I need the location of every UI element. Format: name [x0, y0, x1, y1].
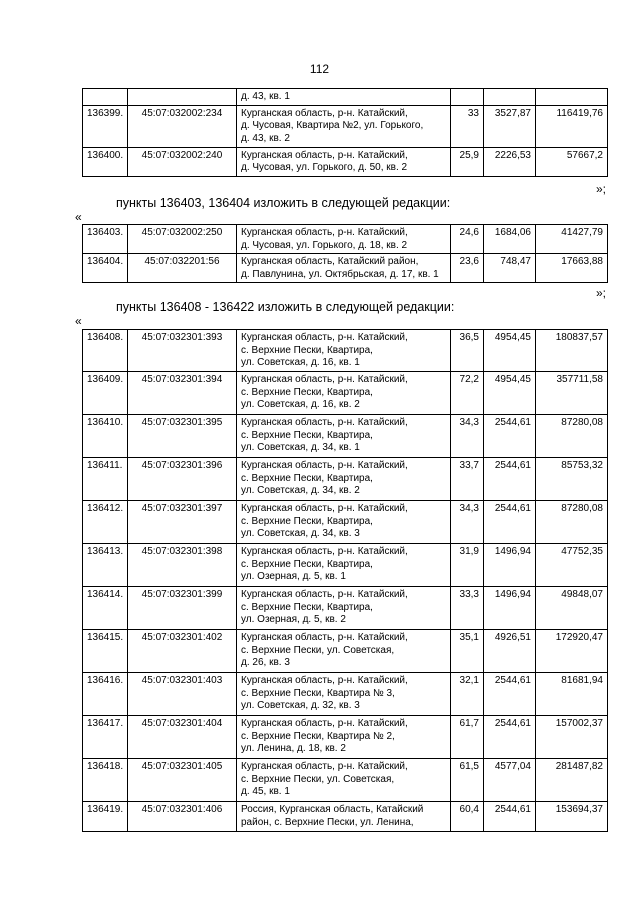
- item-number: 136419.: [83, 802, 128, 832]
- cadastral-number: 45:07:032002:234: [128, 105, 237, 147]
- total-cost: 172920,47: [536, 630, 608, 673]
- area: 23,6: [451, 254, 484, 283]
- address: [237, 89, 451, 106]
- opening-quote-2: «: [75, 314, 82, 328]
- cadastral-number: 45:07:032301:395: [128, 415, 237, 458]
- unit-price: 3527,87: [484, 105, 536, 147]
- item-number: [83, 89, 128, 106]
- instruction-1: пункты 136403, 136404 изложить в следующей редакции:: [116, 196, 451, 210]
- item-number: 136417.: [83, 716, 128, 759]
- cadastral-number: 45:07:032201:56: [128, 254, 237, 283]
- total-cost: 47752,35: [536, 544, 608, 587]
- table-row: [83, 716, 608, 759]
- instruction-2: пункты 136408 - 136422 изложить в следующей редакции:: [116, 300, 455, 314]
- area: 36,5: [451, 330, 484, 372]
- address-line: д. Чусовая, Квартира №2, ул. Горького,: [241, 120, 424, 131]
- address-line: ул. Советская, д. 34, кв. 2: [241, 485, 360, 496]
- item-number: 136416.: [83, 673, 128, 716]
- total-cost: 49848,07: [536, 587, 608, 630]
- area: 34,3: [451, 501, 484, 544]
- cadastral-number: 45:07:032301:406: [128, 802, 237, 832]
- cadastral-number: 45:07:032002:240: [128, 147, 237, 176]
- address: [237, 630, 451, 673]
- item-number: 136403.: [83, 225, 128, 254]
- address-line: ул. Озерная, д. 5, кв. 2: [241, 614, 346, 625]
- page-number: 112: [309, 62, 330, 76]
- address-line: Курганская область, р-н. Катайский,: [241, 718, 408, 729]
- address-line: с. Верхние Пески, Квартира № 2,: [241, 730, 395, 742]
- total-cost: 85753,32: [536, 458, 608, 501]
- unit-price: [484, 89, 536, 106]
- table-row: [83, 147, 608, 176]
- table-row: [83, 630, 608, 673]
- cadastral-number: [128, 89, 237, 106]
- address-line: ул. Советская, д. 32, кв. 3: [241, 700, 360, 711]
- address-line: Курганская область, р-н. Катайский,: [241, 761, 408, 772]
- address-line: Курганская область, р-н. Катайский,: [241, 332, 408, 343]
- cadastral-number: 45:07:032002:250: [128, 225, 237, 254]
- address-line: ул. Советская, д. 16, кв. 1: [241, 357, 360, 368]
- address-line: ул. Озерная, д. 5, кв. 1: [241, 571, 346, 582]
- table-row: [83, 802, 608, 832]
- address-line: с. Верхние Пески, ул. Советская,: [241, 773, 395, 785]
- cadastral-number: 45:07:032301:397: [128, 501, 237, 544]
- address-line: с. Верхние Пески, Квартира,: [241, 601, 373, 613]
- total-cost: 116419,76: [536, 105, 608, 147]
- area: 32,1: [451, 673, 484, 716]
- address: [237, 587, 451, 630]
- registry-table-3: [82, 329, 608, 832]
- address: [237, 501, 451, 544]
- address: [237, 147, 451, 176]
- table-row: [83, 458, 608, 501]
- area: 31,9: [451, 544, 484, 587]
- unit-price: 4926,51: [484, 630, 536, 673]
- unit-price: 2544,61: [484, 802, 536, 832]
- address-line: с. Верхние Пески, Квартира,: [241, 558, 373, 570]
- opening-quote-1: «: [75, 210, 82, 224]
- total-cost: 180837,57: [536, 330, 608, 372]
- total-cost: 41427,79: [536, 225, 608, 254]
- address: [237, 673, 451, 716]
- total-cost: 57667,2: [536, 147, 608, 176]
- address-line: Курганская область, р-н. Катайский,: [241, 675, 408, 686]
- address-line: д. Чусовая, ул. Горького, д. 50, кв. 2: [241, 162, 408, 173]
- address-line: с. Верхние Пески, Квартира,: [241, 429, 373, 441]
- item-number: 136415.: [83, 630, 128, 673]
- unit-price: 2544,61: [484, 415, 536, 458]
- total-cost: 17663,88: [536, 254, 608, 283]
- closing-quote-1: »;: [596, 182, 607, 196]
- address-line: д. 43, кв. 1: [241, 91, 290, 102]
- address: [237, 330, 451, 372]
- table-row: [83, 759, 608, 802]
- area: 24,6: [451, 225, 484, 254]
- address: [237, 372, 451, 415]
- item-number: 136411.: [83, 458, 128, 501]
- area: [451, 89, 484, 106]
- unit-price: 4577,04: [484, 759, 536, 802]
- cadastral-number: 45:07:032301:405: [128, 759, 237, 802]
- unit-price: 2544,61: [484, 716, 536, 759]
- cadastral-number: 45:07:032301:393: [128, 330, 237, 372]
- address-line: Курганская область, р-н. Катайский,: [241, 417, 408, 428]
- item-number: 136404.: [83, 254, 128, 283]
- address-line: д. 26, кв. 3: [241, 657, 290, 668]
- address: [237, 458, 451, 501]
- item-number: 136413.: [83, 544, 128, 587]
- area: 35,1: [451, 630, 484, 673]
- area: 34,3: [451, 415, 484, 458]
- item-number: 136408.: [83, 330, 128, 372]
- unit-price: 2544,61: [484, 673, 536, 716]
- address-line: Курганская область, р-н. Катайский,: [241, 107, 408, 119]
- address-line: д. Павлунина, ул. Октябрьская, д. 17, кв. 1: [241, 268, 439, 280]
- item-number: 136414.: [83, 587, 128, 630]
- item-number: 136410.: [83, 415, 128, 458]
- address: [237, 415, 451, 458]
- address-line: д. 43, кв. 2: [241, 132, 290, 144]
- unit-price: 1684,06: [484, 225, 536, 254]
- table-row: [83, 372, 608, 415]
- address-line: с. Верхние Пески, Квартира,: [241, 344, 373, 356]
- address: [237, 544, 451, 587]
- item-number: 136409.: [83, 372, 128, 415]
- item-number: 136400.: [83, 147, 128, 176]
- address-line: Курганская область, р-н. Катайский,: [241, 632, 408, 643]
- cadastral-number: 45:07:032301:402: [128, 630, 237, 673]
- address-line: район, с. Верхние Пески, ул. Ленина,: [241, 816, 414, 828]
- address-line: с. Верхние Пески, Квартира,: [241, 472, 373, 484]
- address-line: ул. Советская, д. 34, кв. 1: [241, 442, 360, 453]
- unit-price: 2544,61: [484, 458, 536, 501]
- table-row: [83, 89, 608, 106]
- address-line: д. Чусовая, ул. Горького, д. 18, кв. 2: [241, 239, 408, 251]
- address-line: ул. Советская, д. 34, кв. 3: [241, 528, 360, 539]
- address-line: Курганская область, р-н. Катайский,: [241, 374, 408, 385]
- total-cost: 87280,08: [536, 415, 608, 458]
- cadastral-number: 45:07:032301:403: [128, 673, 237, 716]
- total-cost: [536, 89, 608, 106]
- item-number: 136418.: [83, 759, 128, 802]
- total-cost: 87280,08: [536, 501, 608, 544]
- table-row: [83, 673, 608, 716]
- total-cost: 81681,94: [536, 673, 608, 716]
- table-row: [83, 225, 608, 254]
- address-line: с. Верхние Пески, Квартира № 3,: [241, 687, 395, 699]
- table-row: [83, 501, 608, 544]
- address-line: Россия, Курганская область, Катайский: [241, 804, 424, 815]
- address-line: с. Верхние Пески, Квартира,: [241, 386, 373, 398]
- cadastral-number: 45:07:032301:394: [128, 372, 237, 415]
- area: 33,7: [451, 458, 484, 501]
- cadastral-number: 45:07:032301:396: [128, 458, 237, 501]
- address-line: ул. Ленина, д. 18, кв. 2: [241, 743, 346, 754]
- area: 25,9: [451, 147, 484, 176]
- address-line: д. 45, кв. 1: [241, 786, 290, 797]
- registry-table-2: [82, 224, 608, 283]
- item-number: 136412.: [83, 501, 128, 544]
- cadastral-number: 45:07:032301:404: [128, 716, 237, 759]
- total-cost: 357711,58: [536, 372, 608, 415]
- unit-price: 4954,45: [484, 372, 536, 415]
- area: 33: [451, 105, 484, 147]
- address-line: Курганская область, р-н. Катайский,: [241, 227, 408, 238]
- table-row: [83, 330, 608, 372]
- unit-price: 4954,45: [484, 330, 536, 372]
- total-cost: 157002,37: [536, 716, 608, 759]
- table-row: [83, 254, 608, 283]
- area: 33,3: [451, 587, 484, 630]
- table-row: [83, 105, 608, 147]
- address: [237, 254, 451, 283]
- area: 61,5: [451, 759, 484, 802]
- area: 61,7: [451, 716, 484, 759]
- address-line: Курганская область, Катайский район,: [241, 256, 419, 267]
- cadastral-number: 45:07:032301:399: [128, 587, 237, 630]
- table-row: [83, 587, 608, 630]
- address-line: Курганская область, р-н. Катайский,: [241, 503, 408, 514]
- address-line: Курганская область, р-н. Катайский,: [241, 546, 408, 557]
- item-number: 136399.: [83, 105, 128, 147]
- unit-price: 2544,61: [484, 501, 536, 544]
- total-cost: 153694,37: [536, 802, 608, 832]
- registry-table-1: [82, 88, 608, 177]
- unit-price: 748,47: [484, 254, 536, 283]
- closing-quote-2: »;: [596, 286, 607, 300]
- address: [237, 225, 451, 254]
- area: 60,4: [451, 802, 484, 832]
- address: [237, 716, 451, 759]
- unit-price: 1496,94: [484, 587, 536, 630]
- table-row: [83, 415, 608, 458]
- address: [237, 759, 451, 802]
- table-row: [83, 544, 608, 587]
- cadastral-number: 45:07:032301:398: [128, 544, 237, 587]
- address-line: ул. Советская, д. 16, кв. 2: [241, 399, 360, 410]
- address-line: с. Верхние Пески, ул. Советская,: [241, 644, 395, 656]
- address-line: Курганская область, р-н. Катайский,: [241, 149, 408, 161]
- address-line: Курганская область, р-н. Катайский,: [241, 460, 408, 471]
- unit-price: 1496,94: [484, 544, 536, 587]
- address: [237, 802, 451, 832]
- unit-price: 2226,53: [484, 147, 536, 176]
- address-line: с. Верхние Пески, Квартира,: [241, 515, 373, 527]
- total-cost: 281487,82: [536, 759, 608, 802]
- address-line: Курганская область, р-н. Катайский,: [241, 589, 408, 600]
- area: 72,2: [451, 372, 484, 415]
- address: [237, 105, 451, 147]
